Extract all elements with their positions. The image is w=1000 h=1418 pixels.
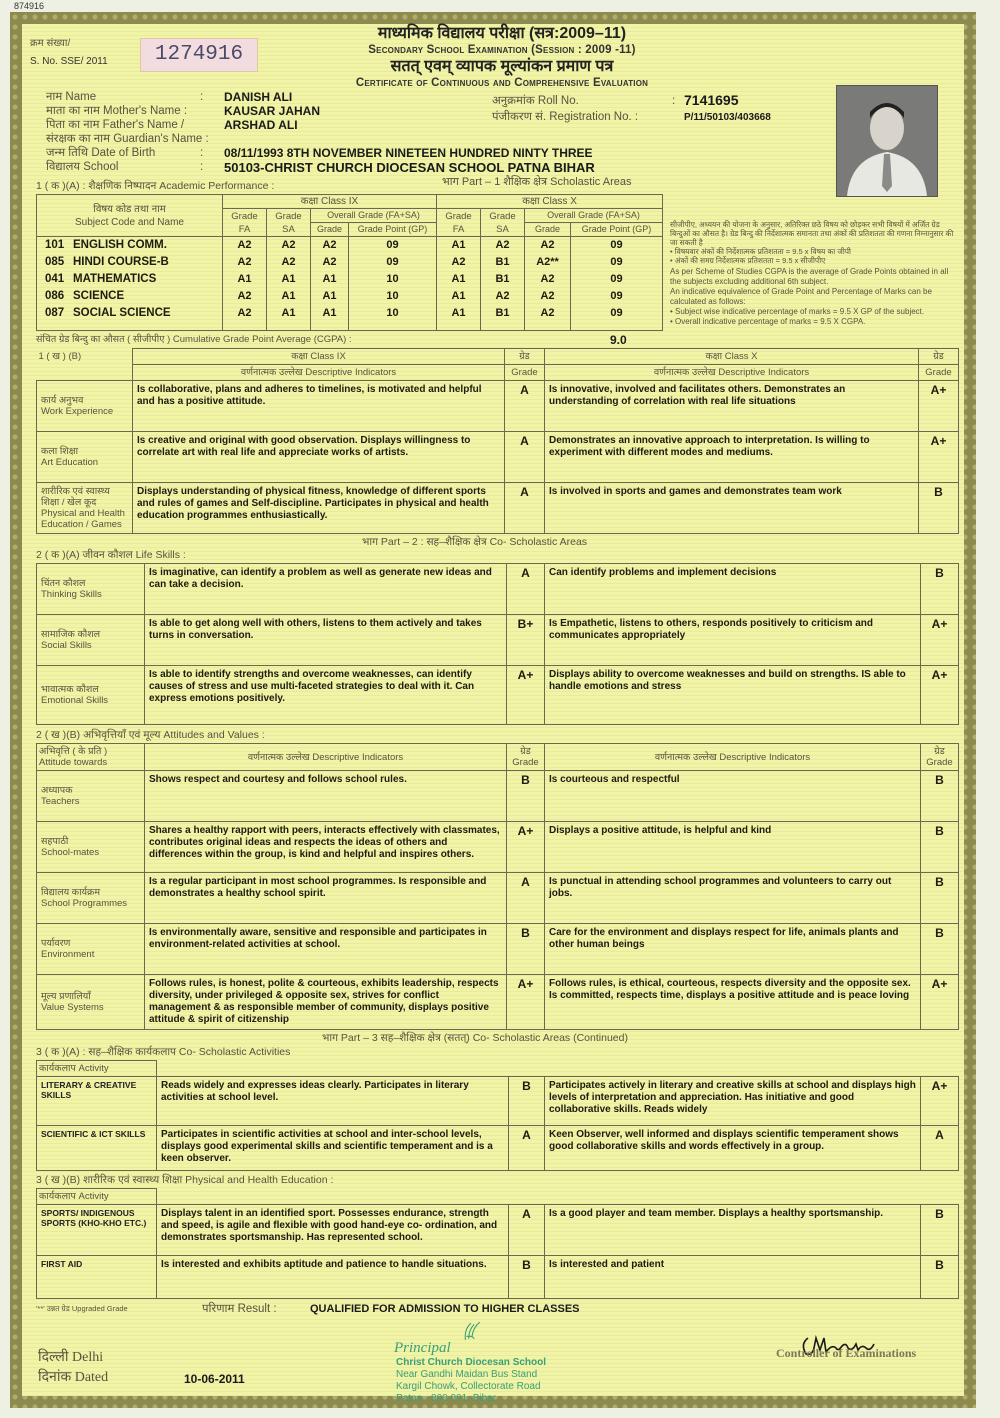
class9-header: कक्षा Class IX (223, 195, 437, 209)
area-dev: पर्यावरण (41, 938, 71, 949)
class10-descriptor: Is punctual in attending school programmes and volunteers to carry out jobs. (545, 873, 921, 924)
certificate-paper (22, 24, 964, 1404)
class10-grade: A+ (919, 432, 959, 483)
class9-grade: B (509, 1256, 545, 1299)
c9-cell: A2 (311, 254, 349, 271)
stamp-line-1: Christ Church Diocesan School (396, 1357, 547, 1368)
class9-descriptor: Shares a healthy rapport with peers, interacts effectively with classmates, contributes original ideas and respects the ideas of others and differences within the group, is kind and helpful and inspires others. (145, 822, 507, 873)
c9-sa-header: Grade SA (267, 209, 311, 237)
c9-cell: A1 (267, 271, 311, 288)
c9-cell: A1 (311, 271, 349, 288)
class10-descriptor: Displays ability to overcome weaknesses and build on strengths. IS able to handle emotions and stress (545, 666, 921, 725)
serial-label-en: S. No. SSE/ 2011 (30, 56, 108, 67)
c10-cell: B1 (481, 271, 525, 288)
c9-cell: 10 (349, 288, 437, 305)
class9-grade: B (507, 924, 545, 975)
student-name: DANISH ALI (224, 90, 293, 104)
area-cell (37, 1205, 157, 1256)
father-label: पिता का नाम Father's Name / (46, 119, 185, 131)
class10-grade: B (921, 822, 959, 873)
area-en: School-mates (41, 847, 100, 858)
c9-cell: A2 (223, 305, 267, 322)
part1b-section-label: 1 ( ख ) (B) (38, 350, 82, 362)
class9-grade: B+ (507, 615, 545, 666)
cgpa-value: 9.0 (610, 333, 627, 347)
life-skills-label: 2 ( क )(A) जीवन कौशल Life Skills : (36, 549, 186, 561)
subtitle-dev: सतत् एवम् व्यापक मूल्यांकन प्रमाण पत्र (390, 58, 614, 75)
activities-table (36, 1060, 959, 1171)
class9-grade: B (509, 1077, 545, 1126)
class9-descriptor: Shows respect and courtesy and follows school rules. (145, 771, 507, 822)
stamp-line-2: Near Gandhi Maidan Bus Stand (396, 1369, 538, 1380)
attitudes-label: 2 ( ख )(B) अभिवृत्तियाँ एवं मूल्य Attitudes and Values : (36, 729, 265, 741)
school-name: 50103-CHRIST CHURCH DIOCESAN SCHOOL PATNA BIHAR (224, 160, 595, 175)
c10-cell: A1 (437, 271, 481, 288)
c10-grade-header: Grade (525, 223, 571, 237)
descriptor-row (37, 432, 959, 483)
subject-name (37, 271, 223, 288)
c9-cell: A2 (223, 288, 267, 305)
att-grade9-dev: ग्रेड (520, 746, 531, 757)
activity-name: LITERARY & CREATIVE SKILLS (41, 1080, 137, 1100)
area-en: School Programmes (41, 898, 128, 909)
class9-grade: A (509, 1205, 545, 1256)
area-en: Physical and Health Education / Games (41, 508, 125, 530)
subject-row (37, 288, 663, 305)
subject-header-dev: विषय कोड तथा नाम (93, 203, 166, 215)
subject-title: SOCIAL SCIENCE (73, 307, 171, 319)
activity-name: SCIENTIFIC & ICT SKILLS (41, 1129, 146, 1139)
class10-descriptor: Displays a positive attitude, is helpful and kind (545, 822, 921, 873)
subject-name (37, 305, 223, 322)
dated-label: दिनांक Dated (38, 1370, 109, 1385)
att-head-dev: अभिवृत्ति ( के प्रति ) (39, 746, 108, 757)
class10-grade: B (921, 771, 959, 822)
p1b-grade9-dev: ग्रेड (505, 349, 545, 365)
part2-title: भाग Part – 2 : सह–शैक्षिक क्षेत्र Co- Scholastic Areas (362, 536, 588, 548)
c9-cell: A2 (311, 237, 349, 255)
student-photo-image (837, 86, 937, 196)
serial-number: 1274916 (140, 38, 258, 72)
area-dev: विद्यालय कार्यक्रम (41, 887, 101, 898)
class10-descriptor: Can identify problems and implement decisions (545, 564, 921, 615)
roll-colon: : (672, 95, 676, 107)
notes-dev-bullet-2: • अंकों की समग्र निर्देशात्मक प्रतिशतता = 9.5 x सीजीपीए (670, 256, 826, 265)
descriptor-row (37, 483, 959, 534)
class10-descriptor: Is a good player and team member. Displays a healthy sportsmanship. (545, 1205, 921, 1256)
area-en: Environment (41, 949, 95, 960)
c10-fa-header: Grade FA (437, 209, 481, 237)
reg-label: पंजीकरण सं. Registration No. : (492, 111, 639, 123)
area-cell (37, 822, 145, 873)
subject-title: MATHEMATICS (73, 273, 157, 285)
c10-cell: A1 (437, 305, 481, 322)
class10-grade: B (921, 873, 959, 924)
descriptor-row (37, 1126, 959, 1171)
p1b-class9-header: कक्षा Class IX (133, 349, 505, 365)
part1b-table (36, 348, 959, 534)
phe-activity-head: कार्यकलाप Activity (37, 1189, 157, 1205)
c10-cell: A2 (481, 237, 525, 255)
class9-descriptor: Is able to identify strengths and overcome weaknesses, can identify causes of stress and use multi-faceted strategies to deal with it. Can express emotions positively. (145, 666, 507, 725)
class9-grade: A+ (507, 822, 545, 873)
class9-grade: A (505, 381, 545, 432)
class10-grade: A+ (921, 975, 959, 1030)
class9-grade: A (507, 873, 545, 924)
subject-title: HINDI COURSE-B (73, 256, 169, 268)
c10-gp-header: Grade Point (GP) (571, 223, 663, 237)
subject-code: 087 (45, 307, 65, 319)
subject-title: SCIENCE (73, 290, 125, 302)
class9-descriptor: Is interested and exhibits aptitude and patience to handle situations. (157, 1256, 509, 1299)
p1b-grade9-header: Grade (505, 365, 545, 381)
notes-en-2: An indicative equivalence of Grade Point and Percentage of Marks can be calculated as follows: (670, 287, 932, 306)
class9-grade: A+ (507, 666, 545, 725)
c9-cell: 10 (349, 305, 437, 322)
stamp-line-3: Kargil Chowk, Collectorate Road (396, 1381, 541, 1392)
area-cell (37, 1077, 157, 1126)
subject-name (37, 254, 223, 271)
name-label: नाम Name (46, 91, 97, 103)
descriptor-row (37, 564, 959, 615)
area-en: Art Education (41, 457, 99, 468)
att-desc10-header: वर्णनात्मक उल्लेख Descriptive Indicators (545, 744, 921, 771)
area-dev: सामाजिक कौशल (41, 629, 101, 640)
area-cell (37, 924, 145, 975)
notes-dev: सीजीपीए, अध्ययन की योजना के अनुसार, अतिरिक्त छठे विषय को छोड़कर सभी विषयों में अर्जित ग्रेड बिन्दुओं का औसत है। ग्रेड बिन्दु की निर्देशात्मक समानता तथा अंकों की प्रतिशतता की गणना निम्नानुसार की जा सकती है (670, 220, 954, 247)
descriptor-row (37, 615, 959, 666)
attitudes-table (36, 743, 959, 1030)
upgraded-note: '**' उन्नत ग्रेड Upgraded Grade (36, 1304, 128, 1313)
class9-grade: A (509, 1126, 545, 1171)
class10-grade: B (919, 483, 959, 534)
class10-grade: A+ (921, 615, 959, 666)
registration-number: P/11/50103/403668 (684, 112, 771, 123)
scholastic-table (36, 194, 663, 331)
c9-cell: A1 (223, 271, 267, 288)
c9-cell: A1 (267, 288, 311, 305)
place-label: दिल्ली Delhi (38, 1350, 104, 1365)
subject-row (37, 271, 663, 288)
subject-code: 085 (45, 256, 65, 268)
cgpa-notes (670, 220, 958, 327)
c10-cell: A2 (525, 305, 571, 322)
c10-cell: A2** (525, 254, 571, 271)
subtitle-en: Certificate of Continuous and Comprehensive Evaluation (355, 77, 649, 89)
c9-cell: A1 (311, 305, 349, 322)
date-value: 10-06-2011 (184, 1372, 245, 1386)
c9-cell: A2 (223, 237, 267, 255)
class9-descriptor: Is imaginative, can identify a problem as well as generate new ideas and can take a decision. (145, 564, 507, 615)
class9-descriptor: Is a regular participant in most school programmes. Is responsible and demonstrates a healthy school spirit. (145, 873, 507, 924)
subject-name (37, 237, 223, 255)
class10-grade: A+ (921, 1077, 959, 1126)
class10-descriptor: Keen Observer, well informed and displays scientific temperament shows good collaborative skills and words effectively in a group. (545, 1126, 921, 1171)
att-grade9-en: Grade (512, 757, 539, 768)
part1-section-label: 1 ( क )(A) : शैक्षणिक निष्पादन Academic Performance : (36, 180, 275, 192)
class10-descriptor: Is Empathetic, listens to others, responds positively to criticism and communicates appropriately (545, 615, 921, 666)
att-desc9-header: वर्णनात्मक उल्लेख Descriptive Indicators (145, 744, 507, 771)
principal-signature-icon (452, 1320, 492, 1342)
top-serial: 874916 (14, 1, 45, 11)
descriptor-row (37, 771, 959, 822)
class9-grade: A (507, 564, 545, 615)
c10-cell: B1 (481, 305, 525, 322)
result-label: परिणाम Result : (202, 1303, 277, 1315)
c10-cell: A2 (525, 271, 571, 288)
class10-descriptor: Care for the environment and displays respect for life, animals plants and other human beings (545, 924, 921, 975)
name-colon: : (200, 91, 204, 103)
class9-descriptor: Follows rules, is honest, polite & courteous, exhibits leadership, respects diversity, under privileged & opposite sex, strives for conflict management & as responsible member of community, displays positive attitude & spirit of citizenship (145, 975, 507, 1030)
father-name: ARSHAD ALI (224, 118, 298, 132)
c10-overall-header: Overall Grade (FA+SA) (525, 209, 663, 223)
class10-grade: B (921, 1205, 959, 1256)
p1b-class10-header: कक्षा Class X (545, 349, 919, 365)
c9-cell: A2 (267, 237, 311, 255)
c9-cell: 09 (349, 254, 437, 271)
c9-gp-header: Grade Point (GP) (349, 223, 437, 237)
class10-header: कक्षा Class X (437, 195, 663, 209)
guardian-label: संरक्षक का नाम Guardian's Name : (46, 133, 209, 145)
area-en: Emotional Skills (41, 695, 109, 706)
student-photo (836, 85, 938, 197)
subject-name (37, 288, 223, 305)
roll-number: 7141695 (684, 92, 739, 108)
area-cell (37, 381, 133, 432)
c10-cell: A2 (525, 288, 571, 305)
att-grade9-header (507, 744, 545, 771)
class9-descriptor: Is creative and original with good observation. Displays willingness to correlate art with real life and appreciate works of artists. (133, 432, 505, 483)
class10-grade: B (921, 924, 959, 975)
class10-grade: B (921, 1256, 959, 1299)
notes-en-bullet-2: • Overall indicative percentage of marks = 9.5 X CGPA. (670, 317, 866, 326)
phe-label: 3 ( ख )(B) शारीरिक एवं स्वास्थ्य शिक्षा Physical and Health Education : (36, 1174, 334, 1186)
descriptor-row (37, 924, 959, 975)
area-dev: भावात्मक कौशल (41, 684, 99, 695)
c10-cell: A2 (437, 254, 481, 271)
descriptor-row (37, 822, 959, 873)
c9-grade-header: Grade (311, 223, 349, 237)
class9-descriptor: Is environmentally aware, sensitive and responsible and participates in environment-related activities at school. (145, 924, 507, 975)
date-of-birth: 08/11/1993 8TH NOVEMBER NINETEEN HUNDRED NINTY THREE (224, 146, 593, 160)
title-dev: माध्यमिक विद्यालय परीक्षा (सत्र:2009–11) (377, 25, 627, 42)
class10-descriptor: Participates actively in literary and creative skills at school and displays high levels of interpretation and appreciation. Has initiative and good collaborative skills. Reads widely (545, 1077, 921, 1126)
area-dev: अध्यापक (41, 785, 73, 796)
class9-descriptor: Reads widely and expresses ideas clearly. Participates in literary activities at school level. (157, 1077, 509, 1126)
area-dev: सहपाठी (41, 836, 69, 847)
c9-fa-header: Grade FA (223, 209, 267, 237)
notes-en-1: As per Scheme of Studies CGPA is the average of Grade Points obtained in all the subjects excluding additional 6th subject. (670, 267, 949, 286)
area-dev: चिंतन कौशल (41, 578, 86, 589)
descriptor-row (37, 1256, 959, 1299)
descriptor-row (37, 873, 959, 924)
c10-cell: 09 (571, 271, 663, 288)
subject-header (37, 195, 223, 237)
subject-title: ENGLISH COMM. (73, 239, 167, 251)
class9-grade: B (507, 771, 545, 822)
descriptor-row (37, 975, 959, 1030)
activity-head: कार्यकलाप Activity (37, 1061, 157, 1077)
p1b-desc9-header: वर्णनात्मक उल्लेख Descriptive Indicators (133, 365, 505, 381)
school-label: विद्यालय School (46, 161, 119, 173)
notes-dev-bullet-1: • विषयवार अंकों की निर्देशात्मक प्रतिशतता = 9.5 x विषय का जीपी (670, 247, 851, 256)
c9-cell: 09 (349, 237, 437, 255)
c10-cell: B1 (481, 254, 525, 271)
class10-descriptor: Follows rules, is ethical, courteous, respects diversity and the opposite sex. Is committed, respects time, displays a positive attitude and is peace loving (545, 975, 921, 1030)
title-en: Secondary School Examination (Session : 2009 -11) (368, 44, 636, 56)
cgpa-label: संचित ग्रेड बिन्दु का औसत ( सीजीपीए ) Cumulative Grade Point Average (CGPA) : (36, 334, 352, 345)
activity-name: FIRST AID (41, 1259, 83, 1269)
area-cell (37, 615, 145, 666)
class9-grade: A (505, 483, 545, 534)
subject-code: 086 (45, 290, 65, 302)
class10-descriptor: Is interested and patient (545, 1256, 921, 1299)
area-en: Value Systems (41, 1002, 104, 1013)
p1b-desc10-header: वर्णनात्मक उल्लेख Descriptive Indicators (545, 365, 919, 381)
area-cell (37, 771, 145, 822)
class9-descriptor: Is collaborative, plans and adheres to timelines, is motivated and helpful and has a positive attitude. (133, 381, 505, 432)
p1b-grade10-header: Grade (919, 365, 959, 381)
phe-table (36, 1188, 959, 1299)
class9-descriptor: Is able to get along well with others, listens to them actively and takes turns in conversation. (145, 615, 507, 666)
p1b-grade10-dev: ग्रेड (919, 349, 959, 365)
area-cell (37, 1126, 157, 1171)
serial-label-dev: क्रम संख्या/ (30, 38, 71, 49)
class10-grade: B (921, 564, 959, 615)
area-cell (37, 1256, 157, 1299)
activities-label: 3 ( क )(A) : सह–शैक्षिक कार्यकलाप Co- Scholastic Activities (36, 1046, 291, 1058)
part1-title: भाग Part – 1 शैक्षिक क्षेत्र Scholastic Areas (442, 176, 632, 188)
descriptor-row (37, 666, 959, 725)
area-en: Thinking Skills (41, 589, 102, 600)
roll-label: अनुक्रमांक Roll No. (492, 95, 579, 107)
c9-cell: 10 (349, 271, 437, 288)
mother-label: माता का नाम Mother's Name : (46, 105, 188, 117)
notes-en-bullet-1: • Subject wise indicative percentage of marks = 9.5 X GP of the subject. (670, 307, 925, 316)
att-grade10-en: Grade (926, 757, 953, 768)
area-cell (37, 666, 145, 725)
class10-descriptor: Demonstrates an innovative approach to interpretation. Is willing to experiment with different modes and mediums. (545, 432, 919, 483)
area-cell (37, 432, 133, 483)
class9-descriptor: Displays understanding of physical fitness, knowledge of different sports and rules of games and Self-discipline. Participates in physical and health education programmes enthusiastically. (133, 483, 505, 534)
class10-grade: A+ (921, 666, 959, 725)
part3-title: भाग Part – 3 सह–शैक्षिक क्षेत्र (सतत्) Co- Scholastic Areas (Continued) (322, 1032, 628, 1044)
area-dev: कार्य अनुभव (41, 395, 84, 406)
c10-cell: A1 (437, 288, 481, 305)
att-head (37, 744, 145, 771)
area-en: Social Skills (41, 640, 92, 651)
c9-cell: A1 (311, 288, 349, 305)
area-cell (37, 975, 145, 1030)
result-value: QUALIFIED FOR ADMISSION TO HIGHER CLASSES (310, 1303, 580, 1315)
c9-cell: A2 (267, 254, 311, 271)
school-colon: : (200, 161, 204, 173)
c9-cell: A2 (223, 254, 267, 271)
att-grade10-dev: ग्रेड (934, 746, 945, 757)
c10-cell: 09 (571, 288, 663, 305)
subject-code: 041 (45, 273, 65, 285)
mother-name: KAUSAR JAHAN (224, 104, 321, 118)
dob-label: जन्म तिथि Date of Birth (46, 147, 156, 159)
class9-grade: A+ (507, 975, 545, 1030)
area-dev: शारीरिक एवं स्वास्थ्य शिक्षा / खेल कूद (41, 486, 110, 508)
area-dev: कला शिक्षा (41, 446, 79, 457)
class10-descriptor: Is courteous and respectful (545, 771, 921, 822)
c9-overall-header: Overall Grade (FA+SA) (311, 209, 437, 223)
class9-descriptor: Participates in scientific activities at school and inter-school levels, displays good experimental skills and scientific temperament and is a keen observer. (157, 1126, 509, 1171)
life-skills-table (36, 563, 959, 725)
area-cell (37, 873, 145, 924)
area-dev: मूल्य प्रणालियाँ (41, 991, 91, 1002)
descriptor-row (37, 381, 959, 432)
class10-descriptor: Is involved in sports and games and demonstrates team work (545, 483, 919, 534)
subject-row (37, 254, 663, 271)
class9-grade: A (505, 432, 545, 483)
class10-grade: A+ (919, 381, 959, 432)
c10-cell: 09 (571, 237, 663, 255)
area-cell (37, 483, 133, 534)
dob-colon: : (200, 147, 204, 159)
area-en: Work Experience (41, 406, 114, 417)
c10-cell: 09 (571, 305, 663, 322)
subject-row (37, 237, 663, 255)
controller-label: Controller of Examinations (776, 1346, 917, 1360)
c10-cell: A2 (525, 237, 571, 255)
area-cell (37, 564, 145, 615)
subject-header-en: Subject Code and Name (75, 216, 184, 228)
descriptor-row (37, 1205, 959, 1256)
principal-label: Principal (394, 1340, 451, 1356)
c9-cell: A1 (267, 305, 311, 322)
class10-grade: A (921, 1126, 959, 1171)
subject-code: 101 (45, 239, 65, 251)
stamp-line-4: Patna - 800 001, Bihar (396, 1393, 497, 1404)
att-grade10-header (921, 744, 959, 771)
subject-row (37, 305, 663, 322)
descriptor-row (37, 1077, 959, 1126)
c10-cell: A1 (437, 237, 481, 255)
area-en: Teachers (41, 796, 80, 807)
c10-sa-header: Grade SA (481, 209, 525, 237)
c10-cell: A2 (481, 288, 525, 305)
c10-cell: 09 (571, 254, 663, 271)
att-head-en: Attitude towards (39, 757, 108, 768)
class10-descriptor: Is innovative, involved and facilitates others. Demonstrates an understanding of correlation with real life situations (545, 381, 919, 432)
class9-descriptor: Displays talent in an identified sport. Possesses endurance, strength and speed, is agile and flexible with good hand-eye co- ordination, and demonstrates sportsmanship. Has represented school. (157, 1205, 509, 1256)
activity-name: SPORTS/ INDIGENOUS SPORTS (KHO-KHO ETC.) (41, 1208, 147, 1228)
